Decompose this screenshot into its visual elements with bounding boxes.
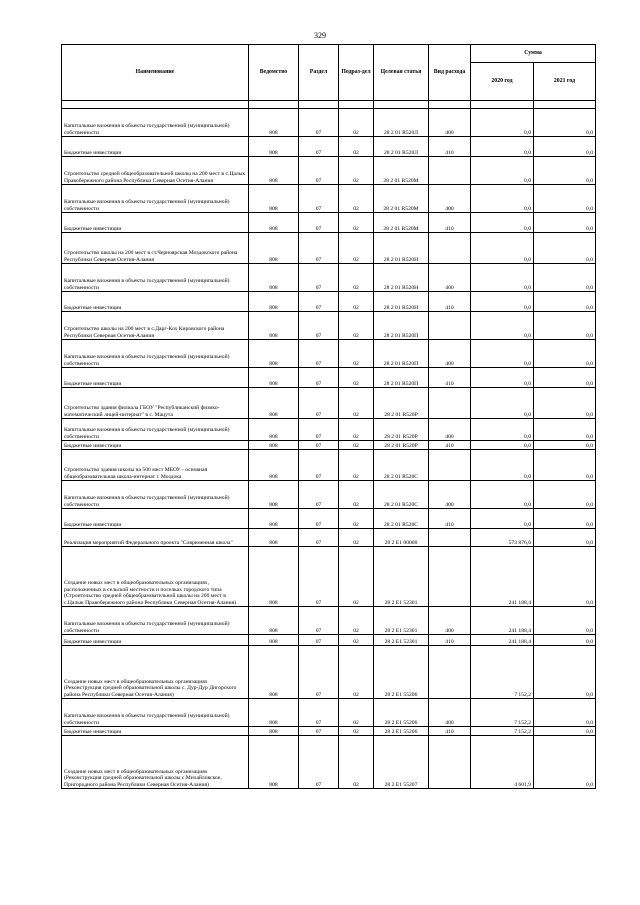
cell-ved: 808	[249, 312, 299, 340]
table-header	[62, 45, 596, 109]
cell-2021: 0,0	[534, 509, 596, 529]
cell-ved: 808	[249, 727, 299, 736]
cell-podrazdel: 02	[339, 441, 374, 450]
cell-vid: 410	[429, 441, 471, 450]
table-row	[62, 727, 596, 736]
cell-vid	[429, 646, 471, 699]
cell-celevaya: 28 2 E1 52301	[374, 635, 429, 646]
table-row	[62, 157, 596, 185]
cell-razdel: 07	[299, 635, 339, 646]
cell-name: Бюджетные инвестиции	[62, 292, 249, 312]
cell-ved: 808	[249, 646, 299, 699]
cell-2020: 0,0	[471, 481, 534, 509]
cell-vid: 400	[429, 109, 471, 137]
spacer-cell	[62, 101, 249, 109]
header-summa: Сумма	[471, 45, 596, 63]
cell-podrazdel: 02	[339, 340, 374, 368]
cell-2021: 0,0	[534, 388, 596, 419]
cell-ved: 808	[249, 529, 299, 547]
cell-razdel: 07	[299, 646, 339, 699]
cell-vid: 400	[429, 185, 471, 213]
cell-2021: 0,0	[534, 109, 596, 137]
cell-ved: 808	[249, 450, 299, 481]
cell-name: Бюджетные инвестиции	[62, 137, 249, 157]
cell-ved: 808	[249, 388, 299, 419]
cell-vid: 400	[429, 481, 471, 509]
table-row	[62, 419, 596, 441]
cell-celevaya: 28 2 01 R520Н	[374, 292, 429, 312]
cell-podrazdel: 02	[339, 233, 374, 264]
cell-ved: 808	[249, 137, 299, 157]
cell-vid: 410	[429, 635, 471, 646]
cell-vid	[429, 450, 471, 481]
cell-podrazdel: 02	[339, 213, 374, 233]
cell-podrazdel: 02	[339, 727, 374, 736]
cell-vid: 410	[429, 727, 471, 736]
header-razdel: Раздел	[299, 45, 339, 101]
table-row	[62, 699, 596, 727]
cell-vid: 410	[429, 368, 471, 388]
cell-podrazdel: 02	[339, 137, 374, 157]
cell-name: Капитальные вложения в объекты государственной (муниципальной) собственности	[62, 607, 249, 635]
cell-podrazdel: 02	[339, 185, 374, 213]
header-vid: Вид расхода	[429, 45, 471, 101]
cell-2021: 0,0	[534, 292, 596, 312]
cell-podrazdel: 02	[339, 547, 374, 607]
cell-2020: 0,0	[471, 509, 534, 529]
spacer-cell	[249, 101, 299, 109]
cell-vid: 400	[429, 264, 471, 292]
cell-name: Бюджетные инвестиции	[62, 213, 249, 233]
cell-ved: 808	[249, 635, 299, 646]
cell-2021: 0,0	[534, 419, 596, 441]
cell-vid	[429, 736, 471, 789]
cell-celevaya: 28 2 01 R520М	[374, 213, 429, 233]
table-row	[62, 388, 596, 419]
cell-2021: 0,0	[534, 368, 596, 388]
spacer-cell	[429, 101, 471, 109]
cell-celevaya: 28 2 01 R520М	[374, 157, 429, 185]
cell-vid	[429, 388, 471, 419]
cell-2020: 0,0	[471, 312, 534, 340]
cell-podrazdel: 02	[339, 699, 374, 727]
cell-2021: 0,0	[534, 264, 596, 292]
cell-2020: 0,0	[471, 419, 534, 441]
cell-2020: 241 188,4	[471, 635, 534, 646]
cell-2021: 0,0	[534, 736, 596, 789]
table-row	[62, 368, 596, 388]
cell-celevaya: 28 2 01 R520С	[374, 481, 429, 509]
cell-podrazdel: 02	[339, 450, 374, 481]
cell-ved: 808	[249, 368, 299, 388]
cell-razdel: 07	[299, 509, 339, 529]
table-row	[62, 264, 596, 292]
cell-podrazdel: 02	[339, 264, 374, 292]
cell-ved: 808	[249, 109, 299, 137]
spacer-cell	[374, 101, 429, 109]
cell-ved: 808	[249, 213, 299, 233]
cell-ved: 808	[249, 157, 299, 185]
header-podrazdel: Подраз-дел	[339, 45, 374, 101]
cell-razdel: 07	[299, 547, 339, 607]
cell-razdel: 07	[299, 607, 339, 635]
table-row	[62, 481, 596, 509]
table-row	[62, 607, 596, 635]
cell-celevaya: 28 2 E1 55206	[374, 699, 429, 727]
cell-2021: 0,0	[534, 607, 596, 635]
cell-name: Капитальные вложения в объекты государственной (муниципальной) собственности	[62, 264, 249, 292]
cell-ved: 808	[249, 441, 299, 450]
cell-celevaya: 28 2 E1 52301	[374, 547, 429, 607]
table-row	[62, 213, 596, 233]
cell-celevaya: 28 2 E1 55206	[374, 646, 429, 699]
cell-2021: 0,0	[534, 137, 596, 157]
cell-razdel: 07	[299, 727, 339, 736]
spacer-cell	[471, 101, 534, 109]
cell-name: Капитальные вложения в объекты государственной (муниципальной) собственности	[62, 481, 249, 509]
cell-ved: 808	[249, 509, 299, 529]
cell-name: Капитальные вложения в объекты государственной (муниципальной) собственности	[62, 185, 249, 213]
header-2020: 2020 год	[471, 63, 534, 101]
cell-ved: 808	[249, 736, 299, 789]
cell-2021: 0,0	[534, 529, 596, 547]
cell-vid: 400	[429, 699, 471, 727]
cell-name: Капитальные вложения в объекты государственной (муниципальной) собственности	[62, 699, 249, 727]
table-row	[62, 509, 596, 529]
cell-2020: 573 876,6	[471, 529, 534, 547]
cell-podrazdel: 02	[339, 646, 374, 699]
cell-ved: 808	[249, 481, 299, 509]
cell-2020: 0,0	[471, 292, 534, 312]
cell-name: Строительство средней общеобразовательной школы на 200 мест в с.Цалык Правобережного района Республики Северная Осетия-Алания	[62, 157, 249, 185]
cell-2020: 0,0	[471, 109, 534, 137]
cell-vid	[429, 529, 471, 547]
table-body	[62, 109, 596, 789]
cell-celevaya: 28 2 E1 55207	[374, 736, 429, 789]
cell-razdel: 07	[299, 388, 339, 419]
table-row	[62, 109, 596, 137]
cell-ved: 808	[249, 607, 299, 635]
cell-name: Капитальные вложения в объекты государственной (муниципальной) собственности	[62, 419, 249, 441]
spacer-cell	[299, 101, 339, 109]
cell-name: Создание новых мест в общеобразовательных организациях, расположенных в сельской местности и поселках городского типа (Строительство средней общеобразовательной школы на 200 мест в с.Цалык Правобережного района Республики Северная Осетия-Алания)	[62, 547, 249, 607]
cell-2020: 0,0	[471, 185, 534, 213]
header-2021: 2021 год	[534, 63, 596, 101]
cell-vid: 410	[429, 292, 471, 312]
cell-name: Строительство здания школы на 500 мест МБОУ - основная общеобразовательная школа-интернат г. Моздока	[62, 450, 249, 481]
cell-vid: 400	[429, 419, 471, 441]
cell-2021: 0,0	[534, 481, 596, 509]
cell-podrazdel: 02	[339, 109, 374, 137]
cell-razdel: 07	[299, 441, 339, 450]
cell-2020: 0,0	[471, 264, 534, 292]
cell-ved: 808	[249, 233, 299, 264]
cell-celevaya: 28 2 01 R520М	[374, 185, 429, 213]
cell-2021: 0,0	[534, 233, 596, 264]
cell-razdel: 07	[299, 529, 339, 547]
cell-celevaya: 28 2 01 R520Н	[374, 233, 429, 264]
cell-podrazdel: 02	[339, 736, 374, 789]
cell-razdel: 07	[299, 137, 339, 157]
cell-celevaya: 28 2 E1 00000	[374, 529, 429, 547]
cell-razdel: 07	[299, 699, 339, 727]
cell-celevaya: 28 2 E1 52301	[374, 607, 429, 635]
cell-name: Капитальные вложения в объекты государственной (муниципальной) собственности	[62, 109, 249, 137]
cell-name: Создание новых мест в общеобразовательных организациях (Реконструкция средней образовательной школы с. Дур-Дур Дигорского района Республики Северная Осетия-Алания)	[62, 646, 249, 699]
cell-name: Строительство школы на 200 мест в с.Дарг-Кох Кировского района Республики Северная Осетия-Алания	[62, 312, 249, 340]
cell-2021: 0,0	[534, 340, 596, 368]
cell-ved: 808	[249, 185, 299, 213]
cell-ved: 808	[249, 547, 299, 607]
cell-2020: 4 601,9	[471, 736, 534, 789]
cell-2020: 7 152,2	[471, 699, 534, 727]
cell-name: Бюджетные инвестиции	[62, 441, 249, 450]
cell-razdel: 07	[299, 109, 339, 137]
cell-celevaya: 28 2 01 R520Н	[374, 264, 429, 292]
cell-razdel: 07	[299, 292, 339, 312]
cell-podrazdel: 02	[339, 635, 374, 646]
cell-celevaya: 28 2 01 R520П	[374, 368, 429, 388]
cell-razdel: 07	[299, 368, 339, 388]
header-celevaya: Целевая статья	[374, 45, 429, 101]
cell-2020: 7 152,2	[471, 727, 534, 736]
cell-2020: 7 152,2	[471, 646, 534, 699]
cell-podrazdel: 02	[339, 481, 374, 509]
cell-ved: 808	[249, 292, 299, 312]
cell-2021: 0,0	[534, 185, 596, 213]
cell-vid: 410	[429, 509, 471, 529]
cell-2021: 0,0	[534, 646, 596, 699]
table-row	[62, 450, 596, 481]
cell-vid	[429, 157, 471, 185]
cell-2020: 241 188,4	[471, 547, 534, 607]
cell-razdel: 07	[299, 264, 339, 292]
cell-razdel: 07	[299, 213, 339, 233]
cell-celevaya: 28 2 01 R520Р	[374, 441, 429, 450]
cell-2021: 0,0	[534, 450, 596, 481]
cell-vid	[429, 547, 471, 607]
table-row	[62, 635, 596, 646]
spacer-cell	[534, 101, 596, 109]
cell-name: Реализация мероприятий Федерального проекта "Современная школа"	[62, 529, 249, 547]
cell-2021: 0,0	[534, 547, 596, 607]
cell-celevaya: 28 2 01 R520П	[374, 312, 429, 340]
cell-razdel: 07	[299, 157, 339, 185]
cell-celevaya: 28 2 01 R520Л	[374, 109, 429, 137]
cell-2021: 0,0	[534, 635, 596, 646]
cell-podrazdel: 02	[339, 509, 374, 529]
cell-name: Бюджетные инвестиции	[62, 509, 249, 529]
cell-celevaya: 28 2 E1 55206	[374, 727, 429, 736]
cell-2020: 0,0	[471, 441, 534, 450]
cell-razdel: 07	[299, 233, 339, 264]
cell-2020: 0,0	[471, 368, 534, 388]
cell-name: Бюджетные инвестиции	[62, 727, 249, 736]
cell-2020: 0,0	[471, 388, 534, 419]
budget-table	[61, 44, 596, 789]
table-row	[62, 185, 596, 213]
cell-razdel: 07	[299, 185, 339, 213]
cell-2020: 0,0	[471, 450, 534, 481]
cell-2021: 0,0	[534, 312, 596, 340]
cell-celevaya: 28 2 01 R520Р	[374, 419, 429, 441]
table-row	[62, 292, 596, 312]
cell-2020: 0,0	[471, 213, 534, 233]
page-number: 329	[314, 31, 326, 40]
cell-2020: 241 188,4	[471, 607, 534, 635]
cell-vid: 400	[429, 340, 471, 368]
cell-name: Капитальные вложения в объекты государственной (муниципальной) собственности	[62, 340, 249, 368]
cell-2021: 0,0	[534, 727, 596, 736]
cell-vid: 410	[429, 213, 471, 233]
cell-2021: 0,0	[534, 699, 596, 727]
cell-razdel: 07	[299, 340, 339, 368]
cell-razdel: 07	[299, 312, 339, 340]
cell-name: Бюджетные инвестиции	[62, 368, 249, 388]
cell-celevaya: 28 2 01 R520Р	[374, 388, 429, 419]
cell-celevaya: 28 2 01 R520Л	[374, 137, 429, 157]
cell-razdel: 07	[299, 481, 339, 509]
header-ved: Ведомство	[249, 45, 299, 101]
cell-vid	[429, 233, 471, 264]
cell-razdel: 07	[299, 736, 339, 789]
cell-podrazdel: 02	[339, 529, 374, 547]
cell-razdel: 07	[299, 450, 339, 481]
cell-2020: 0,0	[471, 157, 534, 185]
table-row	[62, 441, 596, 450]
cell-podrazdel: 02	[339, 157, 374, 185]
cell-ved: 808	[249, 419, 299, 441]
cell-razdel: 07	[299, 419, 339, 441]
cell-2021: 0,0	[534, 441, 596, 450]
cell-name: Создание новых мест в общеобразовательных организациях (Реконструкция средней образовательной школы с.Михайловское, Пригородного района Республики Северная Осетия-Алания)	[62, 736, 249, 789]
cell-celevaya: 28 2 01 R520П	[374, 340, 429, 368]
cell-vid: 410	[429, 137, 471, 157]
table-row	[62, 529, 596, 547]
cell-ved: 808	[249, 340, 299, 368]
cell-podrazdel: 02	[339, 419, 374, 441]
table-row	[62, 233, 596, 264]
table-row	[62, 340, 596, 368]
cell-podrazdel: 02	[339, 292, 374, 312]
table-row	[62, 646, 596, 699]
cell-ved: 808	[249, 264, 299, 292]
table-row	[62, 547, 596, 607]
cell-celevaya: 28 2 01 R520С	[374, 450, 429, 481]
cell-podrazdel: 02	[339, 607, 374, 635]
cell-vid: 400	[429, 607, 471, 635]
table-row	[62, 736, 596, 789]
spacer-cell	[339, 101, 374, 109]
cell-2020: 0,0	[471, 137, 534, 157]
cell-2021: 0,0	[534, 213, 596, 233]
cell-vid	[429, 312, 471, 340]
cell-podrazdel: 02	[339, 388, 374, 419]
cell-name: Строительство школы на 200 мест в ст.Черноярская Моздокского района Республики Северная Осетия-Алания	[62, 233, 249, 264]
cell-2020: 0,0	[471, 340, 534, 368]
table-row	[62, 137, 596, 157]
header-name: Наименование	[62, 45, 249, 101]
table-row	[62, 312, 596, 340]
cell-ved: 808	[249, 699, 299, 727]
cell-podrazdel: 02	[339, 312, 374, 340]
cell-2021: 0,0	[534, 157, 596, 185]
cell-podrazdel: 02	[339, 368, 374, 388]
cell-name: Бюджетные инвестиции	[62, 635, 249, 646]
cell-name: Строительство здания филиала ГБОУ "Республиканский физико-математический лицей-интернат" в с. Мацута	[62, 388, 249, 419]
cell-celevaya: 28 2 01 R520С	[374, 509, 429, 529]
cell-2020: 0,0	[471, 233, 534, 264]
